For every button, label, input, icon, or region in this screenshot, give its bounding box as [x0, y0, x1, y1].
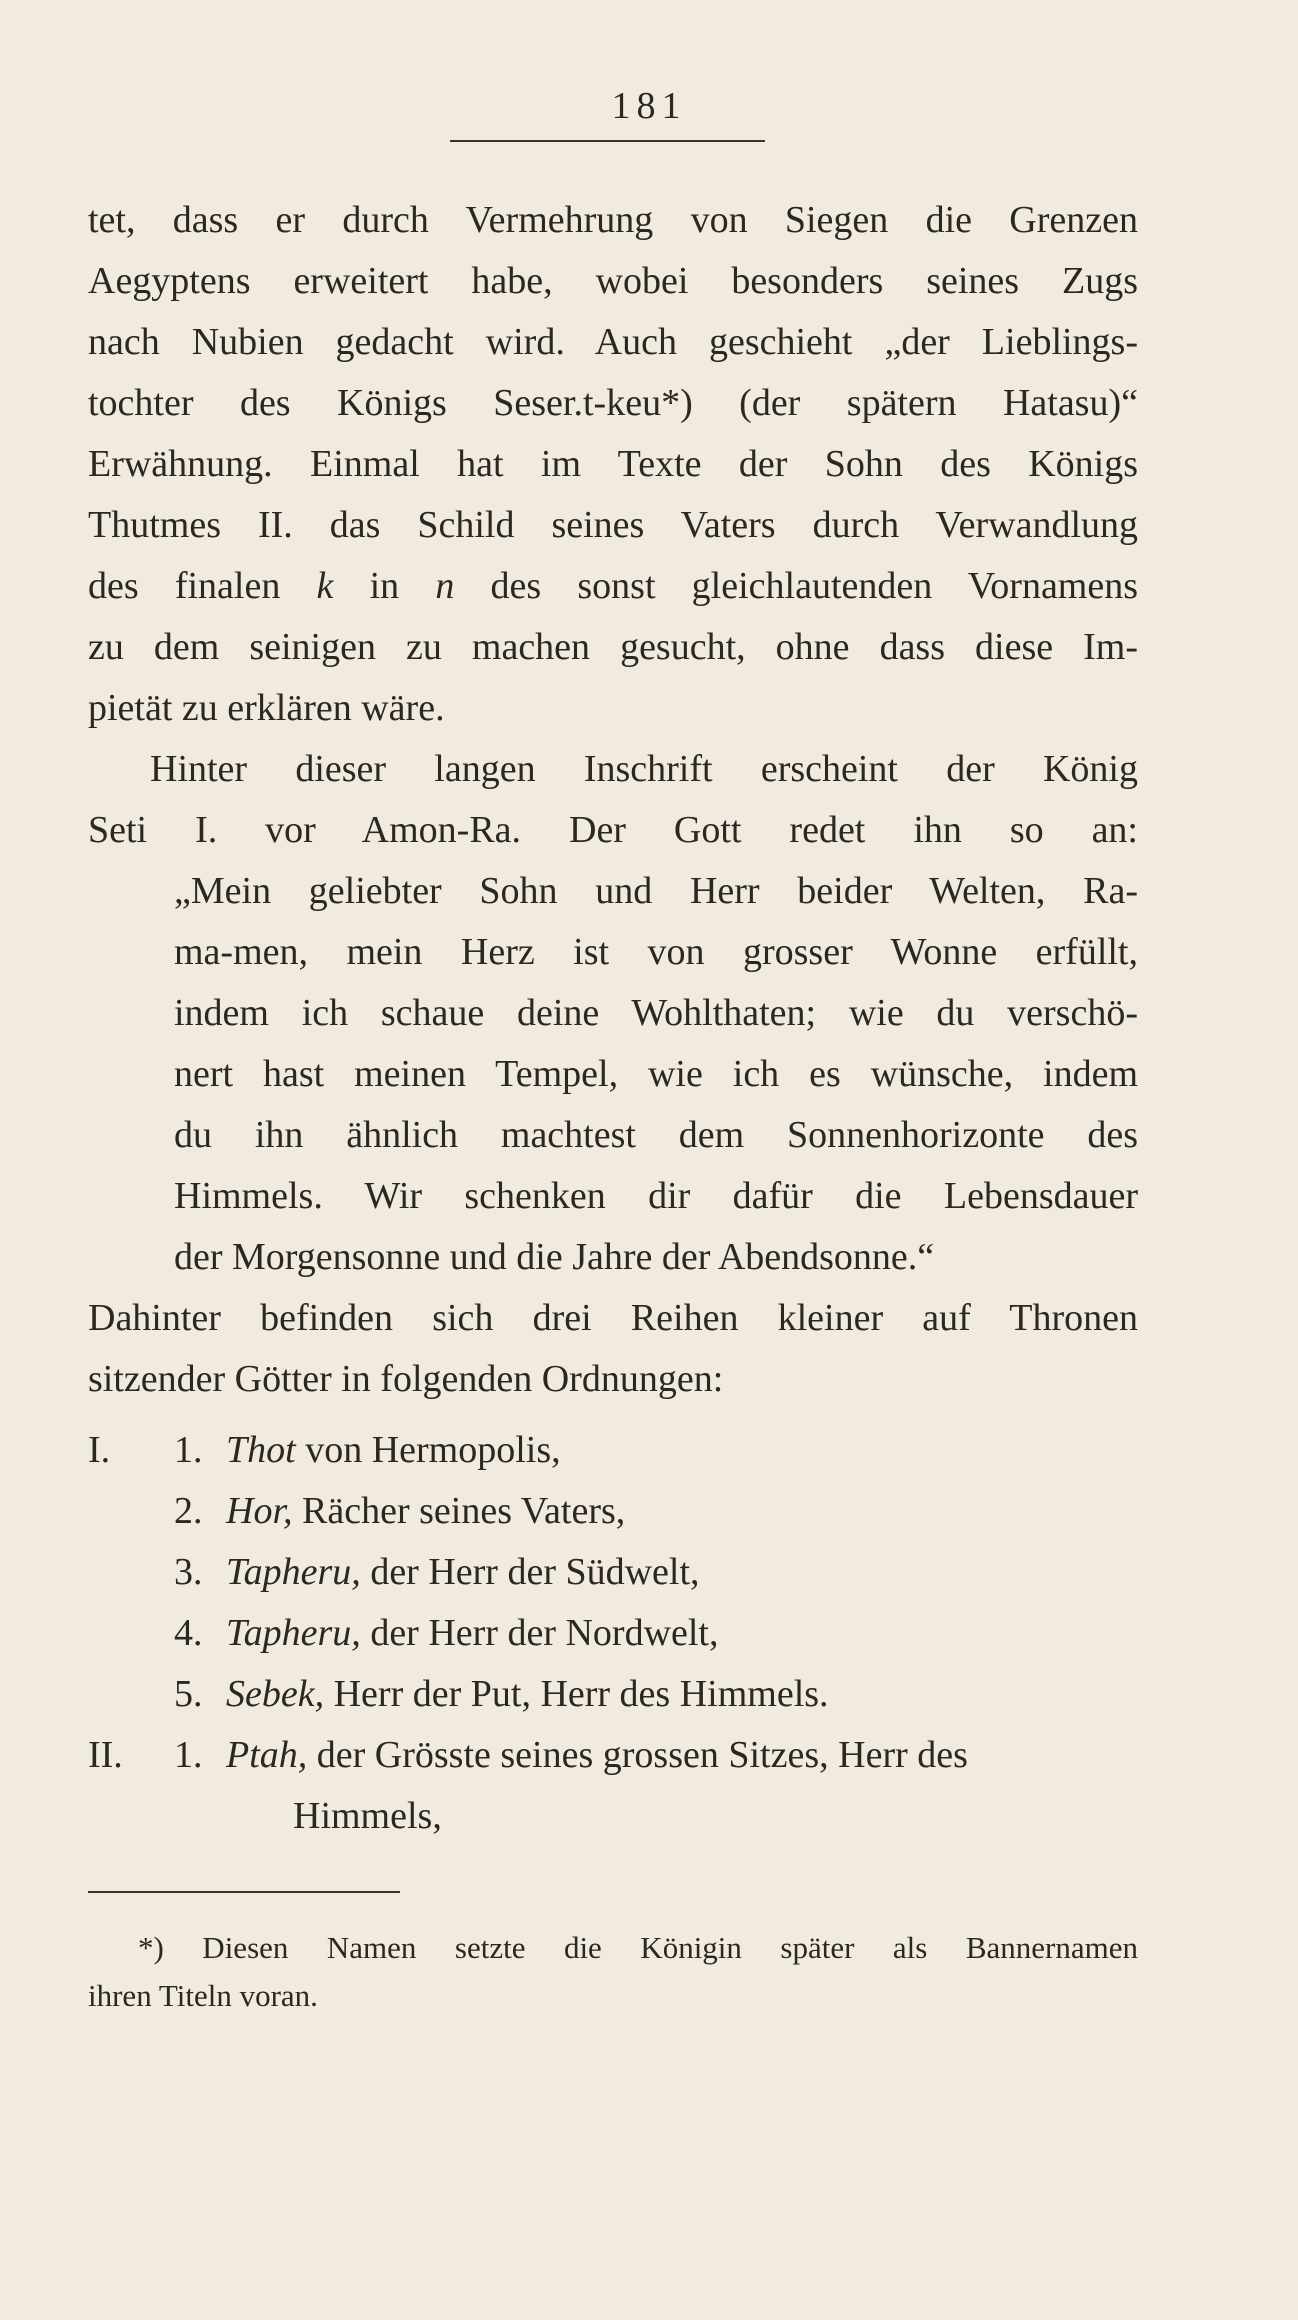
deity-name: Ptah,	[226, 1734, 308, 1776]
text-line: tet, dass er durch Vermehrung von Siegen die Grenzen	[88, 199, 1138, 241]
list-text	[226, 1664, 829, 1725]
list-item	[88, 1603, 1138, 1664]
italic-letter: k	[316, 565, 334, 607]
text-line	[88, 556, 1138, 617]
list-item	[88, 1420, 1138, 1481]
quote-line: nert hast meinen Tempel, wie ich es wünsche, indem	[174, 1053, 1138, 1095]
list-item	[88, 1725, 1138, 1786]
text-line: nach Nubien gedacht wird. Auch geschieht „der Lieblings-	[88, 321, 1138, 363]
list-text	[226, 1420, 561, 1481]
footnote-line: ihren Titeln voran.	[88, 1978, 318, 2013]
list-item	[88, 1664, 1138, 1725]
footnote-rule	[88, 1891, 400, 1893]
deity-name: Thot	[226, 1429, 296, 1471]
text-fragment: des sonst gleichlautenden Vornamens	[490, 565, 1139, 607]
list-roman	[88, 1542, 174, 1603]
list-number: 1.	[174, 1429, 203, 1471]
list-roman	[88, 1481, 174, 1542]
deity-name: Hor,	[226, 1490, 293, 1532]
list-item	[88, 1481, 1138, 1542]
italic-letter: n	[435, 565, 455, 607]
list-number: 1.	[174, 1734, 203, 1776]
deity-name: Sebek,	[226, 1673, 325, 1715]
list-continuation: Himmels,	[293, 1795, 442, 1837]
page-header	[0, 84, 1298, 128]
text-fragment: in	[369, 565, 400, 607]
list-text	[226, 1603, 719, 1664]
deity-description: Rächer seines Vaters,	[292, 1490, 626, 1532]
page-number: 181	[611, 85, 687, 127]
text-line: Hinter dieser langen Inschrift erscheint der König	[150, 748, 1138, 790]
text-line: sitzender Götter in folgenden Ordnungen:	[88, 1358, 724, 1400]
list-number: 5.	[174, 1673, 203, 1715]
quote-line: indem ich schaue deine Wohlthaten; wie du verschö-	[174, 992, 1138, 1034]
body-text	[88, 190, 1138, 1847]
text-line: Dahinter befinden sich drei Reihen kleiner auf Thronen	[88, 1297, 1138, 1339]
quote-line: Himmels. Wir schenken dir dafür die Lebensdauer	[174, 1175, 1138, 1217]
deity-name: Tapheru,	[226, 1551, 361, 1593]
list-text	[226, 1481, 625, 1542]
header-rule	[450, 140, 765, 142]
list-roman	[88, 1664, 174, 1725]
quote-line: der Morgensonne und die Jahre der Abendsonne.“	[174, 1236, 935, 1278]
deity-name: Tapheru,	[226, 1612, 361, 1654]
list-roman: II.	[88, 1734, 123, 1776]
list-text	[226, 1725, 968, 1786]
deity-description: von Hermopolis,	[295, 1429, 561, 1471]
text-line: Aegyptens erweitert habe, wobei besonders seines Zugs	[88, 260, 1138, 302]
text-line: pietät zu erklären wäre.	[88, 687, 445, 729]
list-item	[88, 1542, 1138, 1603]
list-roman: I.	[88, 1429, 111, 1471]
text-fragment: des finalen	[88, 565, 281, 607]
quote-line: du ihn ähnlich machtest dem Sonnenhorizonte des	[174, 1114, 1138, 1156]
list-number: 2.	[174, 1490, 203, 1532]
text-line: Thutmes II. das Schild seines Vaters durch Verwandlung	[88, 504, 1138, 546]
deity-list	[88, 1420, 1138, 1847]
deity-description: der Herr der Nordwelt,	[360, 1612, 719, 1654]
footnote	[88, 1924, 1138, 2020]
text-line: Erwähnung. Einmal hat im Texte der Sohn des Königs	[88, 443, 1138, 485]
list-number: 3.	[174, 1551, 203, 1593]
deity-description: Herr der Put, Herr des Himmels.	[324, 1673, 829, 1715]
quote-line: ma-men, mein Herz ist von grosser Wonne erfüllt,	[174, 931, 1138, 973]
list-text	[226, 1542, 700, 1603]
text-line: Seti I. vor Amon-Ra. Der Gott redet ihn so an:	[88, 809, 1138, 851]
deity-description: der Grösste seines grossen Sitzes, Herr des	[307, 1734, 968, 1776]
text-line: zu dem seinigen zu machen gesucht, ohne dass diese Im-	[88, 626, 1138, 668]
list-number: 4.	[174, 1612, 203, 1654]
deity-description: der Herr der Südwelt,	[360, 1551, 700, 1593]
quote-line: „Mein geliebter Sohn und Herr beider Welten, Ra-	[174, 870, 1138, 912]
text-line: tochter des Königs Seser.t-keu*) (der spätern Hatasu)“	[88, 382, 1138, 424]
footnote-line: *) Diesen Namen setzte die Königin später als Bannernamen	[138, 1930, 1138, 1965]
list-roman	[88, 1603, 174, 1664]
